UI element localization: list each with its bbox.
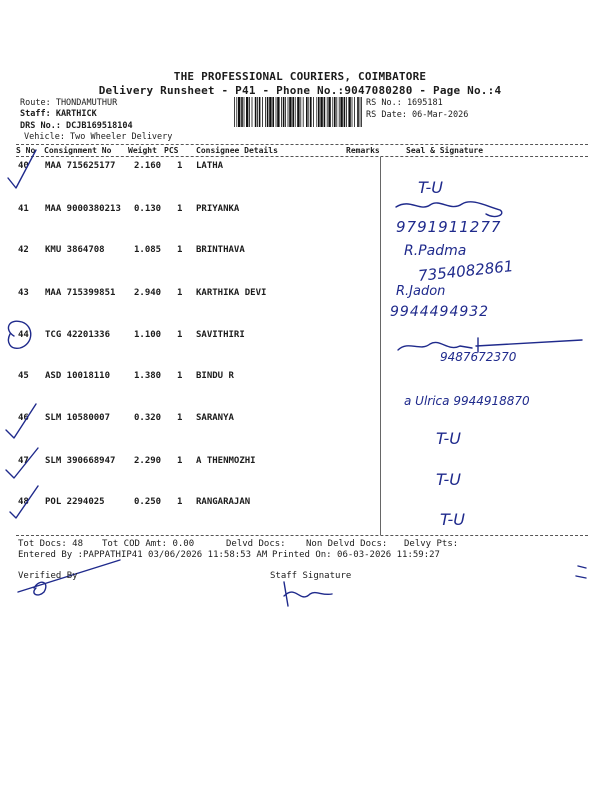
row-weight: 0.250 <box>134 497 162 507</box>
row-consignee: SAVITHIRI <box>196 330 245 340</box>
verified-by: Verified By <box>18 571 78 581</box>
row-consignee: RANGARAJAN <box>196 497 251 507</box>
handwriting-r43-name: R.Jadon <box>396 284 446 299</box>
row-consignment: POL 2294025 <box>45 497 105 507</box>
handwriting-r40: T-U <box>418 178 443 197</box>
col-consignee: Consignee Details <box>196 146 278 155</box>
tot-cod: Tot COD Amt: 0.00 <box>102 539 195 549</box>
row-weight: 1.380 <box>134 371 162 381</box>
row-consignment: MAA 9000380213 <box>45 204 121 214</box>
corner-mark <box>576 566 586 578</box>
row-sno: 45 <box>18 371 29 381</box>
handwriting-r43-phone: 9944494932 <box>390 304 490 320</box>
col-remarks: Remarks <box>346 146 380 155</box>
tick-mark-icon <box>10 486 38 518</box>
col-sno: S No <box>16 146 36 155</box>
drs-number: DRS No.: DCJB169518104 <box>20 121 133 131</box>
col-consignment: Consignment No <box>44 146 112 155</box>
row-consignment: SLM 390668947 <box>45 456 116 466</box>
row-consignment: MAA 715625177 <box>45 161 116 171</box>
row-consignee: SARANYA <box>196 413 234 423</box>
entered-by: Entered By :PAPPATHIP41 03/06/2026 11:58:53 AM <box>18 550 268 560</box>
row-pcs: 1 <box>177 288 183 298</box>
row-sno: 42 <box>18 245 29 255</box>
staff: Staff: KARTHICK <box>20 109 97 119</box>
tick-mark-icon <box>6 448 38 478</box>
row-pcs: 1 <box>177 161 183 171</box>
handwriting-r42-name: R.Padma <box>404 243 467 259</box>
tick-mark-icon <box>6 404 36 438</box>
row-sno: 43 <box>18 288 29 298</box>
row-consignee: KARTHIKA DEVI <box>196 288 267 298</box>
route: Route: THONDAMUTHUR <box>20 98 118 108</box>
row-sno: 40 <box>18 161 29 171</box>
row-weight: 2.290 <box>134 456 162 466</box>
rs-date: RS Date: 06-Mar-2026 <box>366 110 469 120</box>
tick-mark-icon <box>8 150 36 188</box>
row-pcs: 1 <box>177 371 183 381</box>
tot-docs: Tot Docs: 48 <box>18 539 84 549</box>
non-delvd-docs: Non Delvd Docs: <box>306 539 388 549</box>
row-weight: 2.160 <box>134 161 162 171</box>
row-sno: 46 <box>18 413 29 423</box>
row-pcs: 1 <box>177 413 183 423</box>
row-sno: 44 <box>18 330 29 340</box>
handwriting-r48: T-U <box>440 510 465 529</box>
delvd-docs: Delvd Docs: <box>226 539 286 549</box>
staff-signature <box>284 582 332 606</box>
row-consignee: PRIYANKA <box>196 204 240 214</box>
col-seal: Seal & Signature <box>406 146 484 155</box>
row-consignee: BINDU R <box>196 371 234 381</box>
vehicle: Vehicle: Two Wheeler Delivery <box>24 132 173 142</box>
company-title: THE PROFESSIONAL COURIERS, COIMBATORE <box>173 70 427 83</box>
row-consignee: LATHA <box>196 161 224 171</box>
row-sno: 47 <box>18 456 29 466</box>
row-pcs: 1 <box>177 204 183 214</box>
rs-number: RS No.: 1695181 <box>366 98 443 108</box>
col-weight: Weight <box>128 146 157 155</box>
row-weight: 0.320 <box>134 413 162 423</box>
col-pcs: PCS <box>164 146 179 155</box>
row-pcs: 1 <box>177 245 183 255</box>
staff-signature-label: Staff Signature <box>270 571 352 581</box>
row-weight: 1.100 <box>134 330 162 340</box>
signature-scribble <box>396 202 502 217</box>
row-weight: 0.130 <box>134 204 162 214</box>
row-sno: 48 <box>18 497 29 507</box>
signature-scribble <box>398 342 472 350</box>
row-consignment: KMU 3864708 <box>45 245 105 255</box>
runsheet-title: Delivery Runsheet - P41 - Phone No.:9047080280 - Page No.:4 <box>98 84 502 97</box>
handwriting-r41-phone: 9791911277 <box>396 218 502 236</box>
handwriting-r45: a Ulrica 9944918870 <box>404 394 530 408</box>
row-weight: 1.085 <box>134 245 162 255</box>
circle-mark-icon <box>8 321 30 348</box>
row-pcs: 1 <box>177 330 183 340</box>
handwriting-r42-phone: 7354082861 <box>417 257 515 285</box>
row-pcs: 1 <box>177 456 183 466</box>
row-weight: 2.940 <box>134 288 162 298</box>
row-consignment: ASD 10018110 <box>45 371 111 381</box>
handwriting-r46: T-U <box>436 429 461 448</box>
handwriting-r44-phone: 9487672370 <box>440 350 517 364</box>
footer-rule <box>16 535 588 536</box>
row-consignment: TCG 42201336 <box>45 330 111 340</box>
row-consignment: MAA 715399851 <box>45 288 116 298</box>
row-consignment: SLM 10580007 <box>45 413 111 423</box>
delvy-pts: Delvy Pts: <box>404 539 459 549</box>
handwriting-r47: T-U <box>436 470 461 489</box>
row-consignee: BRINTHAVA <box>196 245 245 255</box>
printed-on: Printed On: 06-03-2026 11:59:27 <box>272 550 440 560</box>
row-pcs: 1 <box>177 497 183 507</box>
row-sno: 41 <box>18 204 29 214</box>
row-consignee: A THENMOZHI <box>196 456 256 466</box>
